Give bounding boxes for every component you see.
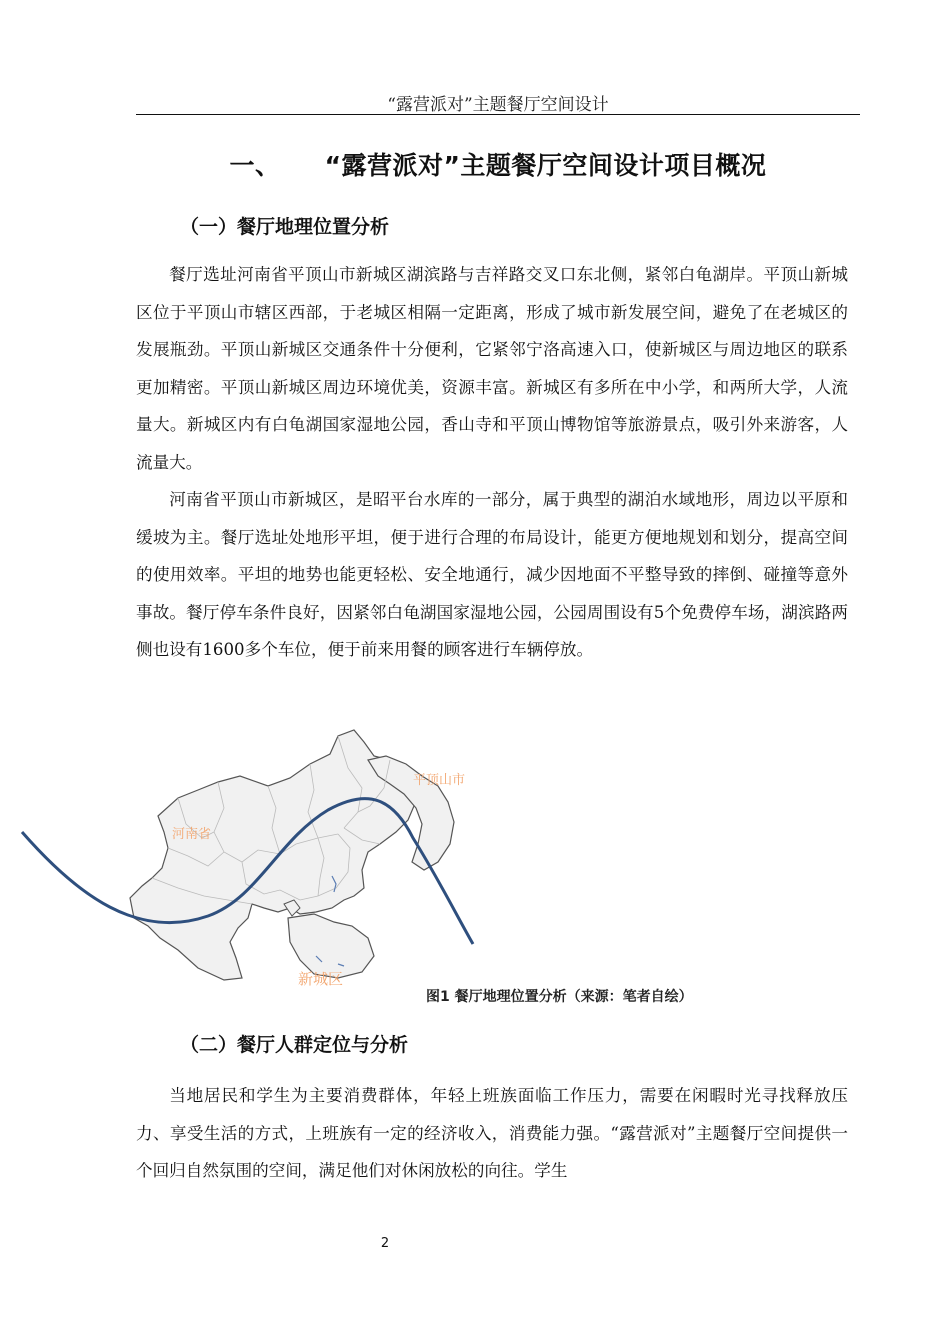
chapter-heading — [136, 146, 860, 182]
page-number: 2 — [380, 1236, 390, 1251]
section-1-heading: （一）餐厅地理位置分析 — [180, 216, 390, 238]
running-header: “露营派对”主题餐厅空间设计 — [387, 95, 609, 115]
section-2-paragraph-1: 当地居民和学生为主要消费群体，年轻上班族面临工作压力，需要在闲暇时光寻找释放压力、享受生活的方式，上班族有一定的经济收入，消费能力强。“露营派对”主题餐厅空间提供一个回归自然氛围的空间，满足他们对休闲放松的向往。学生 — [136, 1086, 848, 1180]
header-divider — [136, 114, 860, 115]
chapter-title: “露营派对”主题餐厅空间设计项目概况 — [324, 151, 767, 180]
location-map — [18, 728, 498, 998]
map-land-shape — [130, 730, 414, 980]
label-pingdingshan: 平顶山市 — [413, 773, 466, 788]
label-xinchengqu: 新城区 — [298, 970, 344, 988]
section-2-heading: （二）餐厅人群定位与分析 — [180, 1034, 409, 1056]
section-1-paragraph-1: 餐厅选址河南省平顶山市新城区湖滨路与吉祥路交叉口东北侧，紧邻白龟湖岸。平顶山新城区位于平顶山市辖区西部，于老城区相隔一定距离，形成了城市新发展空间，避免了在老城区的发展瓶劲。平顶山新城区交通条件十分便利，它紧邻宁洛高速入口，使新城区与周边地区的联系更加精密。平顶山新城区周边环境优美，资源丰富。新城区有多所在中小学，和两所大学，人流量大。新城区内有白龟湖国家湿地公园，香山寺和平顶山博物馆等旅游景点，吸引外来游客，人流量大。 — [136, 265, 848, 472]
map-south-island-shape — [288, 914, 374, 978]
chapter-number: 一、 — [229, 151, 281, 180]
label-henan: 河南省 — [172, 827, 212, 842]
location-map-figure — [18, 728, 498, 998]
section-1-paragraph-2: 河南省平顶山市新城区，是昭平台水库的一部分，属于典型的湖泊水域地形，周边以平原和缓坡为主。餐厅选址处地形平坦，便于进行合理的布局设计，能更方便地规划和划分，提高空间的使用效率。平坦的地势也能更轻松、安全地通行，减少因地面不平整导致的摔倒、碰撞等意外事故。餐厅停车条件良好，因紧邻白龟湖国家湿地公园，公园周围设有5个免费停车场，湖滨路两侧也设有1600多个车位，便于前来用餐的顾客进行车辆停放。 — [136, 490, 848, 659]
figure-caption: 图1 餐厅地理位置分析（来源：笔者自绘） — [426, 989, 693, 1005]
